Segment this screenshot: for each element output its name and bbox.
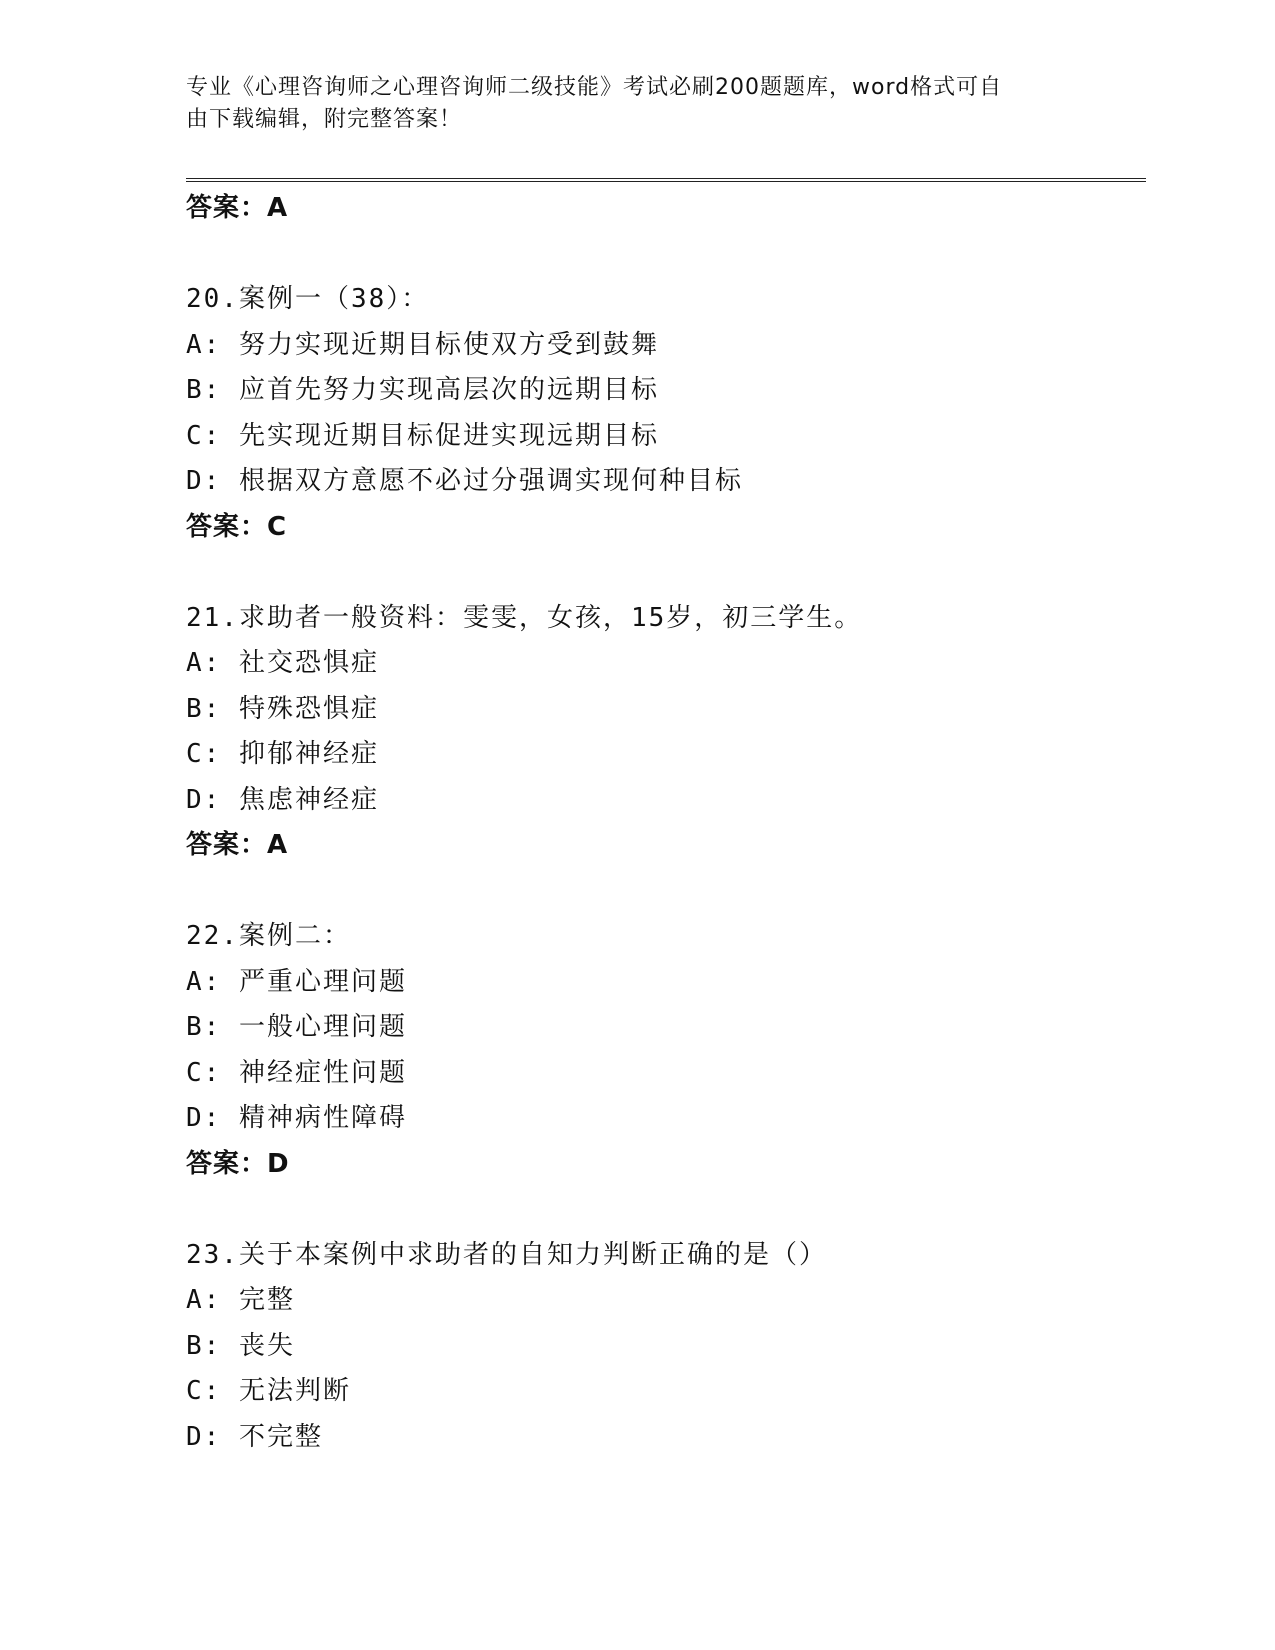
option-c: C: 先实现近期目标促进实现远期目标	[186, 420, 659, 451]
question-23	[186, 1233, 1146, 1461]
option-d: D: 不完整	[186, 1421, 323, 1452]
option-a: A: 严重心理问题	[186, 966, 407, 997]
question-22	[186, 914, 1146, 1187]
question-stem: 22.案例二：	[186, 921, 351, 951]
answer-label: 答案：A	[186, 830, 289, 860]
answer-label: 答案：C	[186, 511, 288, 542]
question-stem: 20.案例一（38）：	[186, 284, 430, 314]
option-a: A: 社交恐惧症	[186, 648, 379, 678]
option-c: C: 神经症性问题	[186, 1057, 407, 1088]
header-divider	[186, 178, 1146, 182]
document-header	[186, 72, 1066, 136]
option-b: B: 应首先努力实现高层次的远期目标	[186, 375, 659, 405]
option-d: D: 精神病性障碍	[186, 1103, 407, 1133]
header-line-2: 由下载编辑，附完整答案！	[186, 107, 463, 132]
option-c: C: 无法判断	[186, 1376, 351, 1406]
option-b: B: 丧失	[186, 1330, 295, 1361]
option-a: A: 完整	[186, 1285, 295, 1315]
option-a: A: 努力实现近期目标使双方受到鼓舞	[186, 329, 659, 360]
question-21	[186, 596, 1146, 869]
option-d: D: 焦虑神经症	[186, 784, 379, 815]
option-d: D: 根据双方意愿不必过分强调实现何种目标	[186, 466, 743, 496]
question-list	[186, 186, 1146, 1460]
question-stem: 21.求助者一般资料：雯雯，女孩，15岁，初三学生。	[186, 602, 863, 633]
question-20	[186, 277, 1146, 550]
option-b: B: 一般心理问题	[186, 1012, 407, 1042]
answer-label: 答案：D	[186, 1148, 290, 1179]
option-b: B: 特殊恐惧症	[186, 693, 379, 724]
question-stem: 23.关于本案例中求助者的自知力判断正确的是（）	[186, 1239, 827, 1270]
header-line-1: 专业《心理咨询师之心理咨询师二级技能》考试必刷200题题库，word格式可自	[186, 75, 1003, 100]
lead-answer: 答案：A	[186, 193, 289, 223]
option-c: C: 抑郁神经症	[186, 739, 379, 769]
